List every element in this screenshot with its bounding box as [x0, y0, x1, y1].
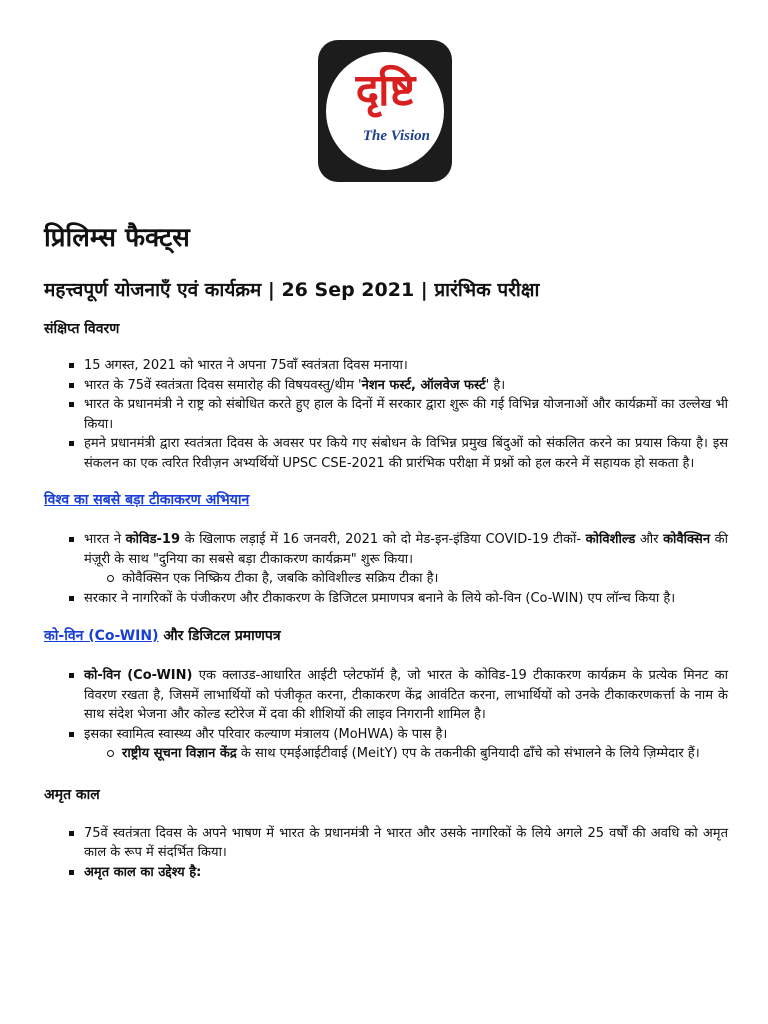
logo-wordmark: दृष्टि [355, 65, 415, 116]
list-item: हमने प्रधानमंत्री द्वारा स्वतंत्रता दिवस के अवसर पर किये गए संबोधन के विभिन्न प्रमुख बिंदुओं को संकलित करने का प्रयास किया है। इस संकलन का एक त्वरित रिवीज़न अभ्यर्थियों UPSC CSE-2021 की प्रारंभिक परीक्षा में प्रश्नों को हल करने में सहायक हो सकता है। [84, 434, 728, 473]
article-subtitle: महत्त्वपूर्ण योजनाएँ एवं कार्यक्रम | 26 Sep 2021 | प्रारंभिक परीक्षा [44, 279, 540, 301]
list-item: सरकार ने नागरिकों के पंजीकरण और टीकाकरण के डिजिटल प्रमाणपत्र बनाने के लिये को-विन (Co-WIN) एप लॉन्च किया है। [84, 589, 728, 609]
article [44, 218, 728, 882]
logo-box [318, 40, 452, 182]
list-item: भारत ने कोविड-19 के खिलाफ लड़ाई में 16 जनवरी, 2021 को दो मेड-इन-इंडिया COVID-19 टीकों- कोविशील्ड और कोवैक्सिन की मंज़ूरी के साथ "दुनिया का सबसे बड़ा टीकाकरण कार्यक्रम" शुरू किया। कोवैक्सिन एक निष्क्रिय टीका है, जबकि कोविशील्ड सक्रिय टीका है। [84, 530, 728, 589]
logo-circle [326, 52, 444, 170]
sub-list-item: राष्ट्रीय सूचना विज्ञान केंद्र के साथ एमईआईटीवाई (MeitY) एप के तकनीकी बुनियादी ढाँचे को संभालने के लिये ज़िम्मेदार हैं। [122, 744, 728, 764]
section-heading-cowin: को-विन (Co-WIN) और डिजिटल प्रमाणपत्र [44, 628, 281, 644]
section-heading-vaccination [44, 489, 728, 511]
summary-list [44, 356, 728, 473]
list-item: भारत के प्रधानमंत्री ने राष्ट्र को संबोधित करते हुए हाल के दिनों में सरकार द्वारा शुरू की गई विभिन्न योजनाओं और कार्यक्रमों का उल्लेख भी किया। [84, 395, 728, 434]
cowin-sublist [84, 744, 728, 764]
list-item: इसका स्वामित्व स्वास्थ्य और परिवार कल्याण मंत्रालय (MoHWA) के पास है। राष्ट्रीय सूचना विज्ञान केंद्र के साथ एमईआईटीवाई (MeitY) एप के तकनीकी बुनियादी ढाँचे को संभालने के लिये ज़िम्मेदार हैं। [84, 725, 728, 764]
cowin-link[interactable]: को-विन (Co-WIN) [44, 628, 159, 644]
page-title: प्रिलिम्स फैक्ट्स [44, 223, 190, 253]
sub-list-item: कोवैक्सिन एक निष्क्रिय टीका है, जबकि कोविशील्ड सक्रिय टीका है। [122, 569, 728, 589]
list-item: 15 अगस्त, 2021 को भारत ने अपना 75वाँ स्वतंत्रता दिवस मनाया। [84, 356, 728, 376]
section-heading-amrit-kaal: अमृत काल [44, 786, 100, 803]
vaccination-campaign-link[interactable]: विश्व का सबसे बड़ा टीकाकरण अभियान [44, 492, 250, 508]
logo-tagline: The Vision [362, 128, 430, 144]
amrit-list [44, 824, 728, 883]
list-item: भारत के 75वें स्वतंत्रता दिवस समारोह की विषयवस्तु/थीम 'नेशन फर्स्ट, ऑलवेज फर्स्ट' है। [84, 376, 728, 396]
list-item: 75वें स्वतंत्रता दिवस के अपने भाषण में भारत के प्रधानमंत्री ने भारत और उसके नागरिकों के लिये अगले 25 वर्षों की अवधि को अमृत काल के रूप में संदर्भित किया। [84, 824, 728, 863]
cowin-list [44, 666, 728, 764]
drishti-logo [318, 40, 452, 182]
vaccination-list [44, 530, 728, 608]
list-item: को-विन (Co-WIN) एक क्लाउड-आधारित आईटी प्लेटफॉर्म है, जो भारत के कोविड-19 टीकाकरण कार्यक्रम के प्रत्येक मिनट का विवरण रखता है, जिसमें लाभार्थियों को पंजीकृत करना, टीकाकरण केंद्र आवंटित करना, लाभार्थियों को उनके टीकाकरणकर्त्ता के नाम के साथ संदेश भेजना और कोल्ड स्टोरेज में दवा की शीशियों की लाइव निगरानी शामिल है। [84, 666, 728, 725]
section-heading-summary: संक्षिप्त विवरण [44, 321, 120, 337]
vaccination-sublist [84, 569, 728, 589]
list-item: अमृत काल का उद्देश्य है: [84, 863, 728, 883]
